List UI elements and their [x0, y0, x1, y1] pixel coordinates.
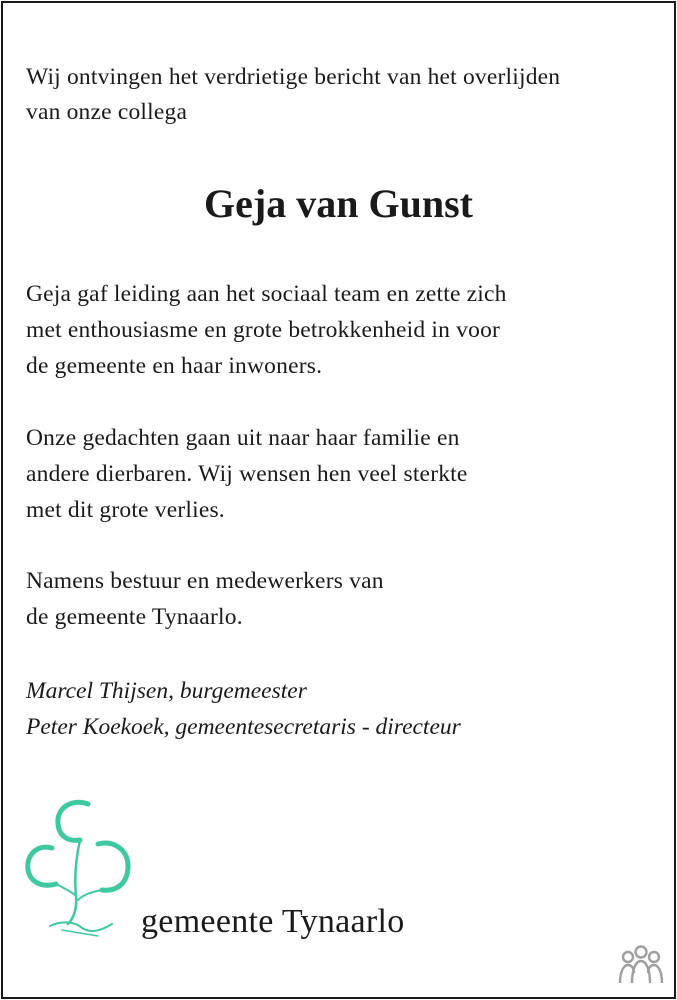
paragraph-condolences: [26, 420, 646, 528]
signatories: [26, 673, 646, 745]
paragraph-line: de gemeente Tynaarlo.: [26, 604, 243, 630]
people-group-icon: [616, 943, 666, 987]
paragraph-line: Onze gedachten gaan uit naar haar familie en: [26, 425, 460, 451]
paragraph-line: de gemeente en haar inwoners.: [26, 353, 323, 379]
paragraph-line: met dit grote verlies.: [26, 497, 225, 523]
municipality-logo-text: gemeente Tynaarlo: [141, 903, 405, 940]
signer-secretary: Peter Koekoek, gemeentesecretaris - directeur: [26, 714, 461, 740]
deceased-name: Geja van Gunst: [204, 181, 473, 226]
signer-mayor: Marcel Thijsen, burgemeester: [26, 678, 307, 704]
paragraph-line: andere dierbaren. Wij wensen hen veel sterkte: [26, 461, 468, 487]
paragraph-line: Geja gaf leiding aan het sociaal team en zette zich: [26, 281, 507, 307]
intro-text: [26, 60, 666, 130]
paragraph-line: met enthousiasme en grote betrokkenheid in voor: [26, 317, 501, 343]
intro-line-2: van onze collega: [26, 99, 188, 125]
intro-line-1: Wij ontvingen het verdrietige bericht van het overlijden: [26, 64, 561, 90]
paragraph-role: [26, 276, 646, 384]
paragraph-on-behalf: [26, 563, 646, 635]
paragraph-line: Namens bestuur en medewerkers van: [26, 568, 384, 594]
tree-logo-icon: [22, 796, 134, 940]
